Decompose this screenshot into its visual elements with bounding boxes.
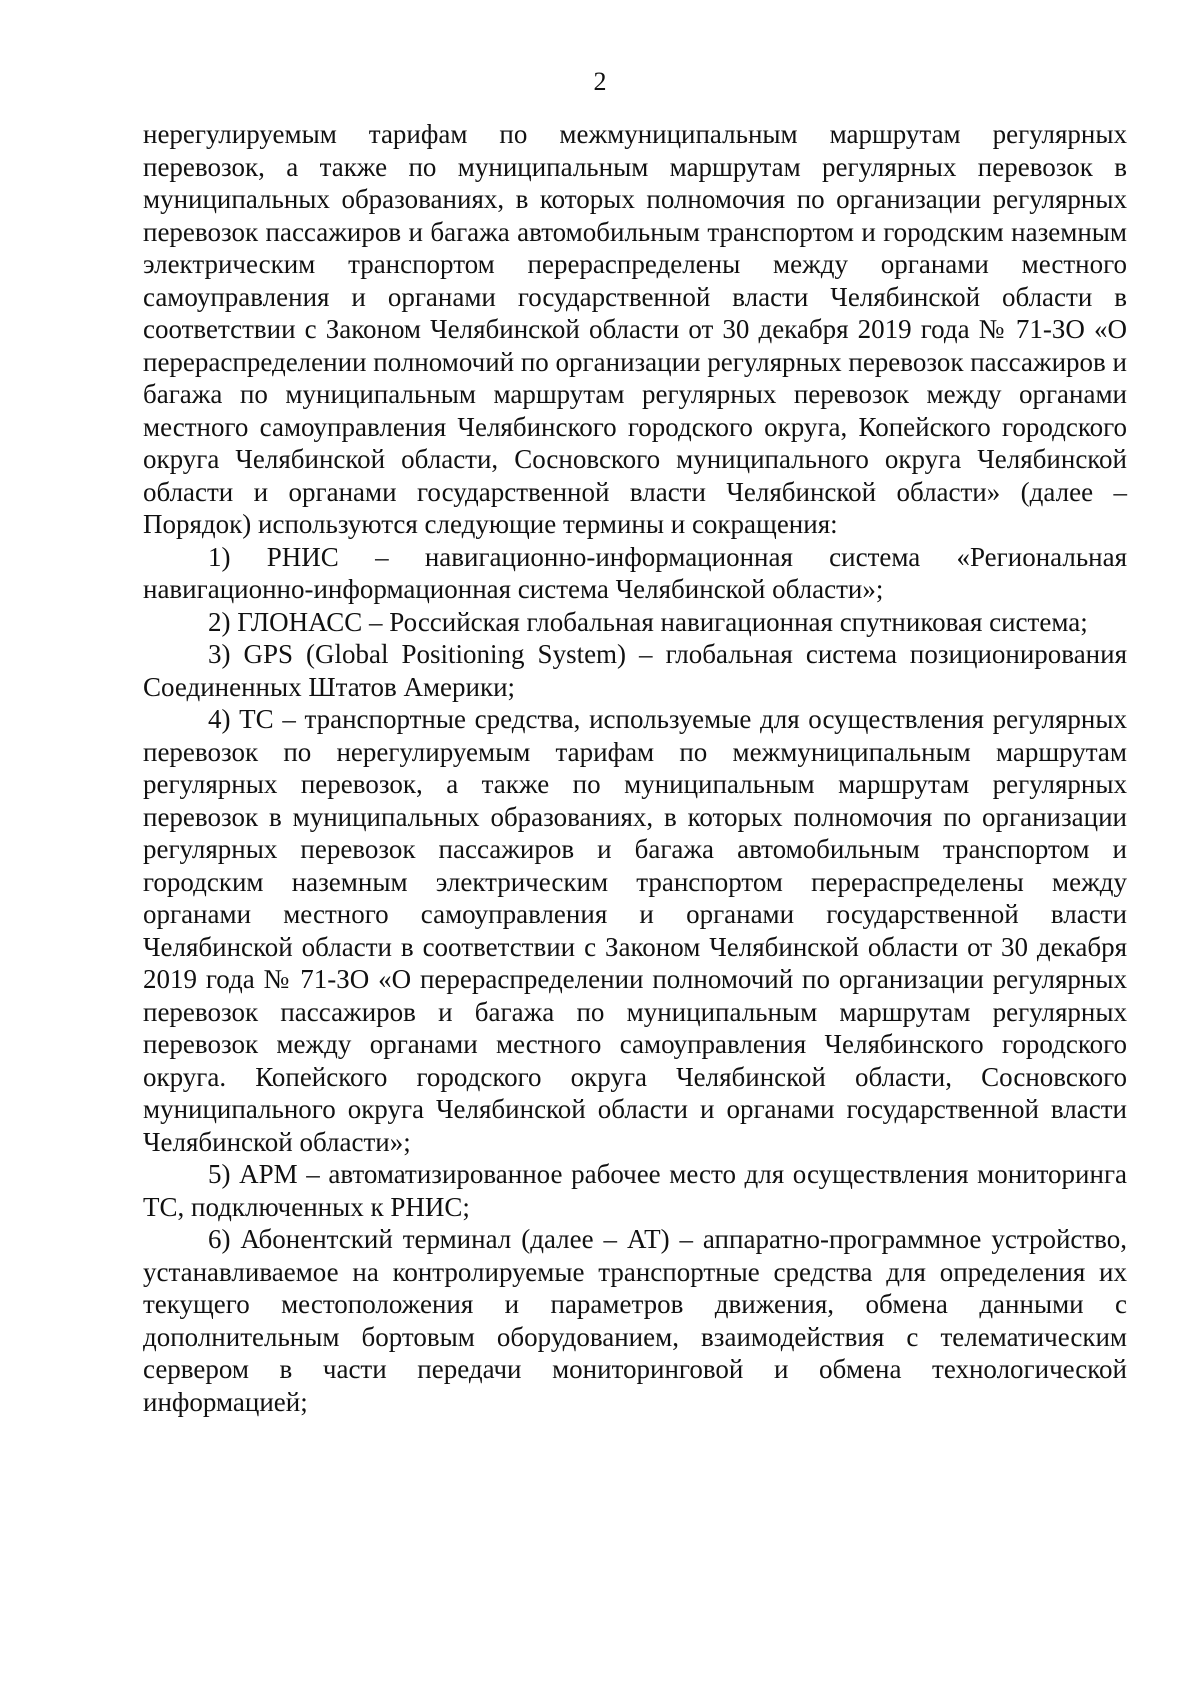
term-item-arm: 5) АРМ – автоматизированное рабочее место для осуществления мониторинга ТС, подключенных к РНИС; bbox=[143, 1159, 1127, 1222]
term-item-glonass: 2) ГЛОНАСС – Российская глобальная навигационная спутниковая система; bbox=[208, 606, 1088, 637]
term-item-gps: 3) GPS (Global Positioning System) – глобальная система позиционирования Соединенных Штатов Америки; bbox=[143, 639, 1127, 702]
term-item-rnis: 1) РНИС – навигационно-информационная система «Региональная навигационно-информационная система Челябинской области»; bbox=[143, 541, 1127, 604]
term-item-at: 6) Абонентский терминал (далее – АТ) – аппаратно-программное устройство, устанавливаемое на контролируемые транспортные средства для определения их текущего местоположения и параметров движения, обмена данными с дополнительным бортовым оборудованием, взаимодействия с телематическим сервером в части передачи мониторинговой и обмена технологической информацией; bbox=[143, 1224, 1127, 1417]
term-item-ts: 4) ТС – транспортные средства, используемые для осуществления регулярных перевозок по нерегулируемым тарифам по межмуниципальным маршрутам регулярных перевозок, а также по муниципальным маршрутам регулярных перевозок в муниципальных образованиях, в которых полномочия по организации регулярных перевозок пассажиров и багажа автомобильным транспортом и городским наземным электрическим транспортом перераспределены между органами местного самоуправления и органами государственной власти Челябинской области в соответствии с Законом Челябинской области от 30 декабря 2019 года № 71-ЗО «О перераспределении полномочий по организации регулярных перевозок пассажиров и багажа по муниципальным маршрутам регулярных перевозок между органами местного самоуправления Челябинского городского округа. Копейского городского округа Челябинской области, Сосновского муниципального округа Челябинской области и органами государственной власти Челябинской области»; bbox=[143, 704, 1127, 1157]
document-body bbox=[143, 118, 1127, 1418]
intro-paragraph: нерегулируемым тарифам по межмуниципальным маршрутам регулярных перевозок, а также по муниципальным маршрутам регулярных перевозок в муниципальных образованиях, в которых полномочия по организации регулярных перевозок пассажиров и багажа автомобильным транспортом и городским наземным электрическим транспортом перераспределены между органами местного самоуправления и органами государственной власти Челябинской области в соответствии с Законом Челябинской области от 30 декабря 2019 года № 71-ЗО «О перераспределении полномочий по организации регулярных перевозок пассажиров и багажа по муниципальным маршрутам регулярных перевозок между органами местного самоуправления Челябинского городского округа, Копейского городского округа Челябинской области, Сосновского муниципального округа Челябинской области и органами государственной власти Челябинской области» (далее – Порядок) используются следующие термины и сокращения: bbox=[143, 119, 1127, 539]
page-number: 2 bbox=[593, 67, 607, 96]
